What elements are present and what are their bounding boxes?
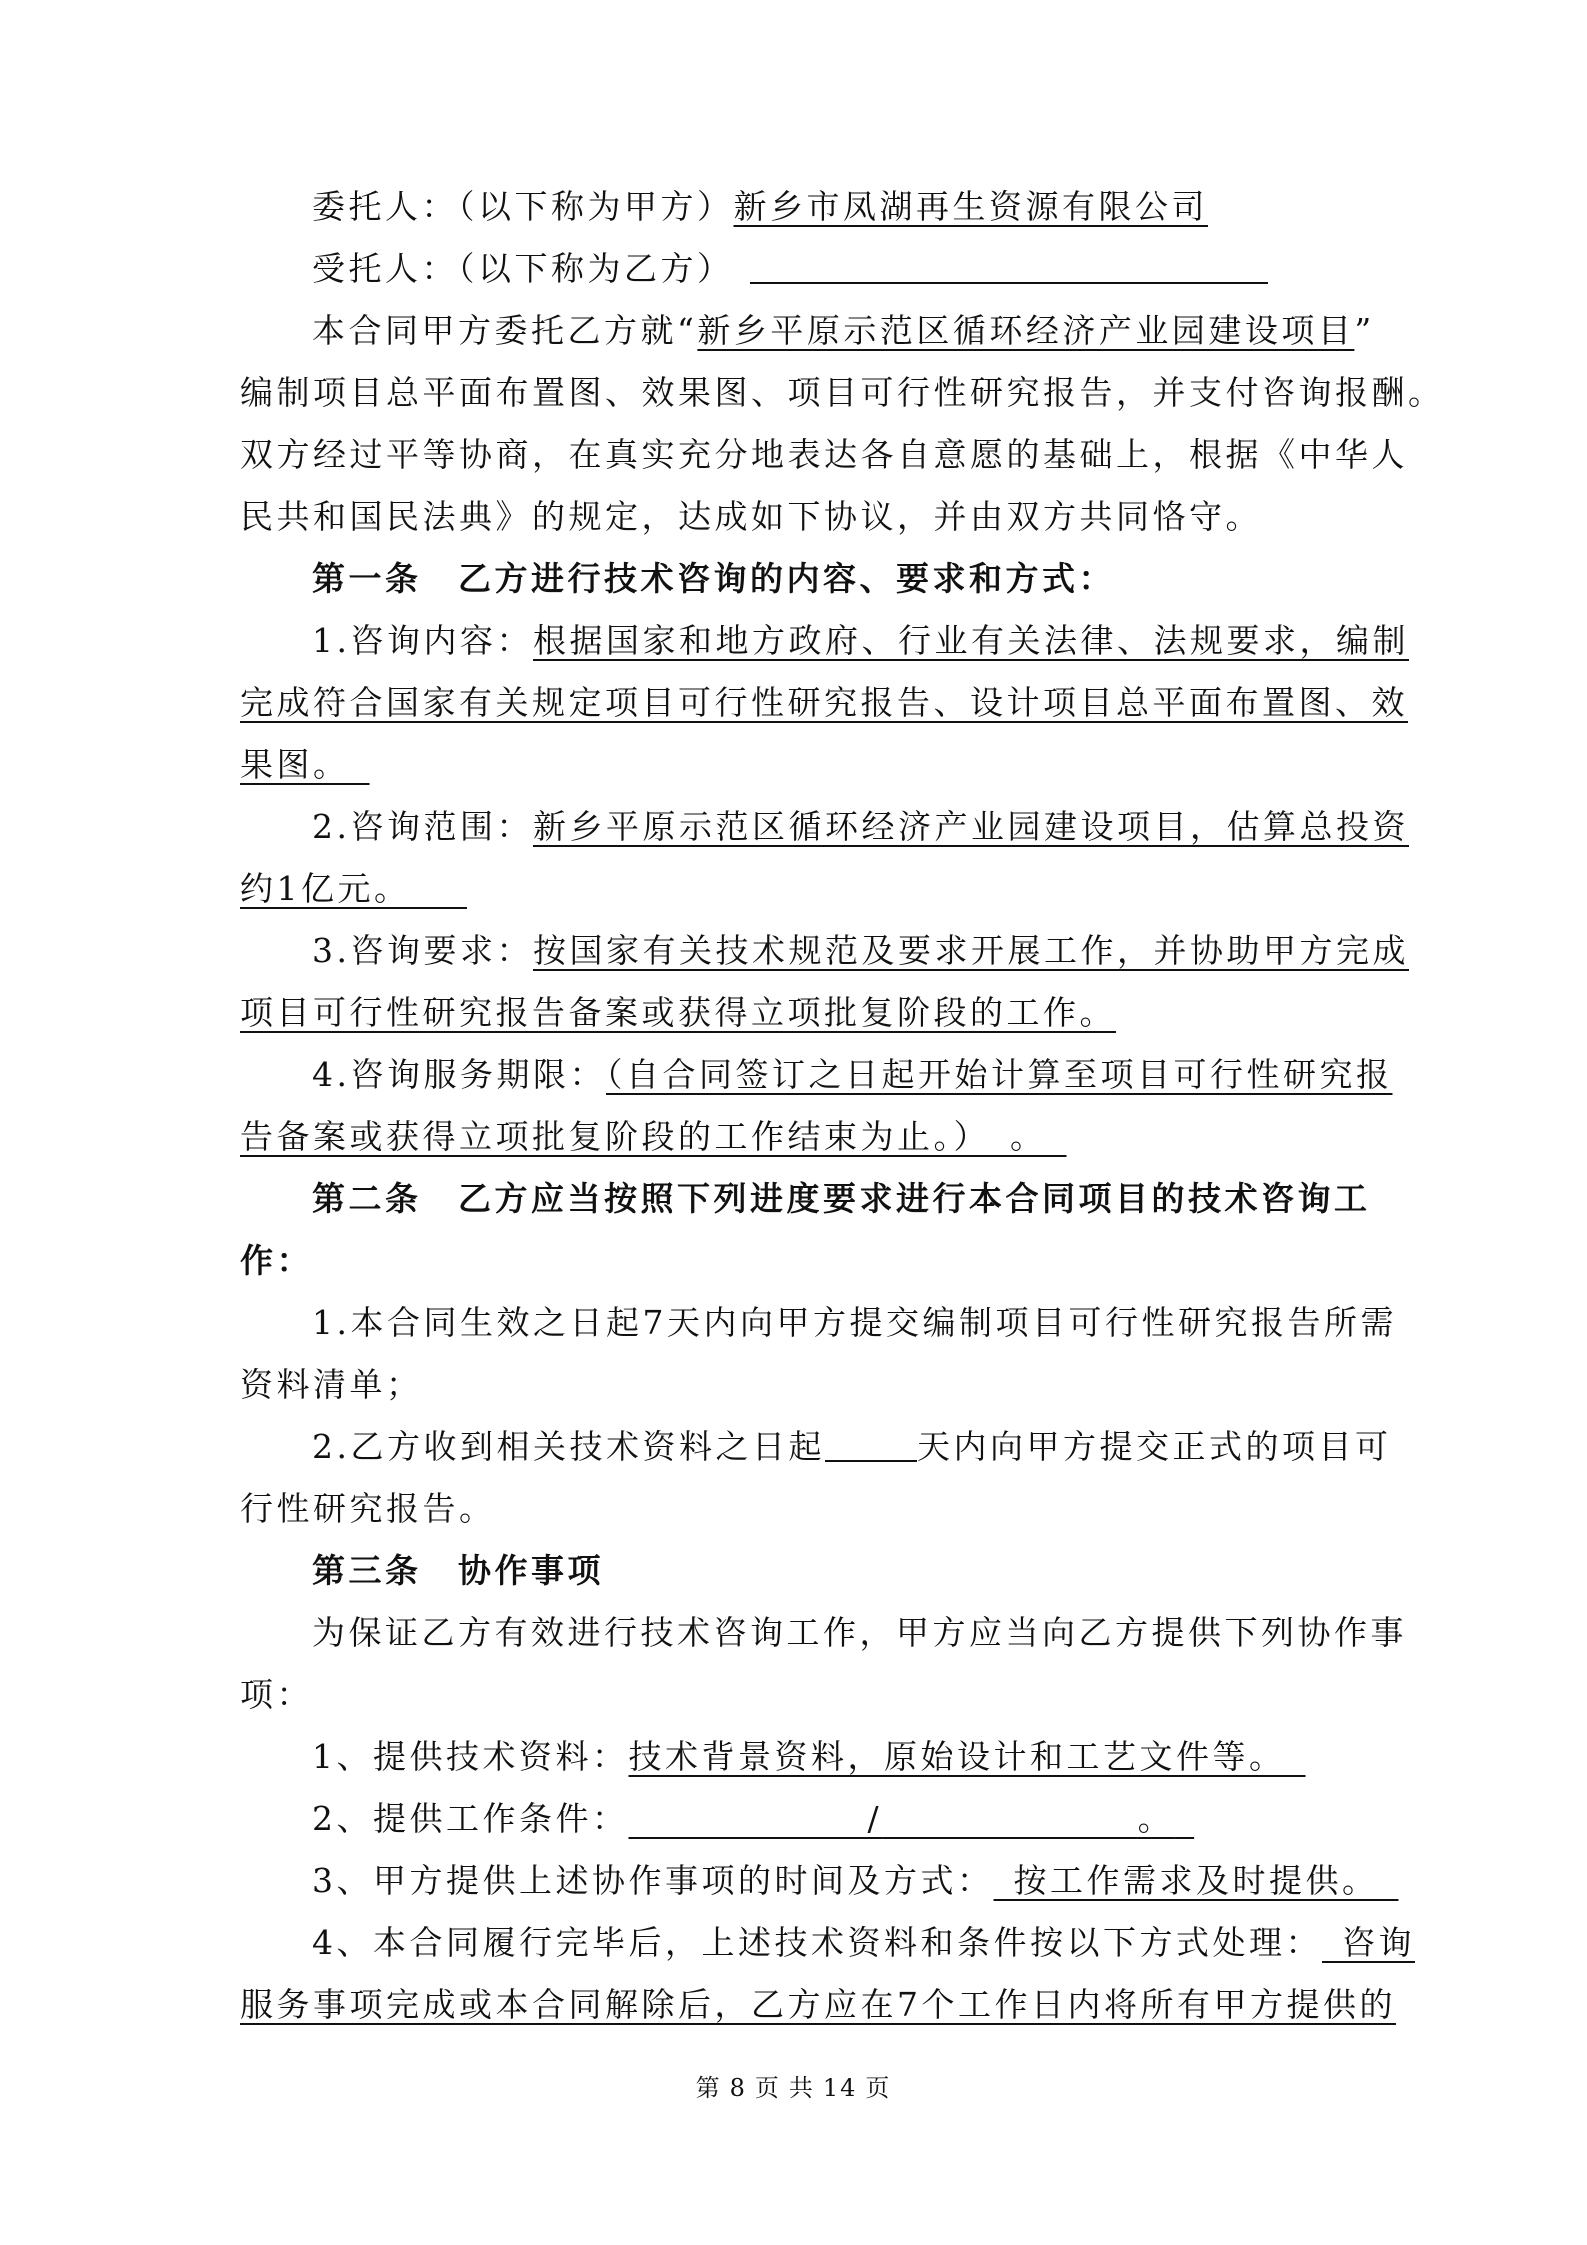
cooperation-4-value-wrap (1322, 1923, 1415, 1962)
days-blank (825, 1420, 917, 1462)
item-3-text: 按国家有关技术规范及要求开展工作，并协助甲方完成 (533, 931, 1409, 970)
item-4-label: 4.咨询服务期限： (312, 1055, 606, 1094)
item-3-line-1 (240, 920, 1409, 982)
cooperation-4-line-1 (240, 1912, 1415, 1974)
progress-2-line-2: 行性研究报告。 (240, 1489, 496, 1528)
progress-2-suffix: 天内向甲方提交正式的项目可 (917, 1427, 1392, 1466)
item-1-text-2: 完成符合国家有关规定项目可行性研究报告、设计项目总平面布置图、效 (240, 683, 1408, 722)
cooperation-3-value-wrap (994, 1861, 1399, 1900)
item-4-line-1 (240, 1044, 1393, 1106)
item-2-text-2: 约1亿元。 (240, 869, 411, 908)
item-4-text-2: 告备案或获得立项批复阶段的工作结束为止。） 。 (240, 1117, 1047, 1156)
client-name: 新乡市凤湖再生资源有限公司 (733, 187, 1208, 226)
progress-2-line-1 (240, 1416, 1392, 1478)
cooperation-4-line-2 (240, 1974, 1396, 2036)
intro-line-3: 双方经过平等协商，在真实充分地表达各自意愿的基础上，根据《中华人 (240, 435, 1408, 474)
item-2-line-1 (240, 796, 1409, 858)
intro-quote-close: ” (1354, 311, 1375, 350)
cooperation-3-value: 按工作需求及时提供。 (1013, 1861, 1379, 1900)
item-1-text-3: 果图。 (240, 745, 350, 784)
item-2-text: 新乡平原示范区循环经济产业园建设项目，估算总投资 (533, 807, 1409, 846)
cooperation-4-value: 咨询 (1342, 1923, 1415, 1962)
item-1-line-3 (240, 734, 1355, 796)
item-3-line-2 (240, 982, 1355, 1044)
article-3-title: 第三条 协作事项 (312, 1551, 604, 1590)
client-label: 委托人：（以下称为甲方） (312, 187, 734, 226)
contractor-label: 受托人：（以下称为乙方） (312, 249, 734, 288)
cooperation-4-label: 4、本合同履行完毕后，上述技术资料和条件按以下方式处理： (312, 1923, 1322, 1962)
article-3-line-2: 项： (240, 1675, 313, 1714)
intro-line-4: 民共和国民法典》的规定，达成如下协议，并由双方共同恪守。 (240, 497, 1262, 536)
contractor-blank (750, 242, 1268, 284)
client-line (240, 176, 1355, 238)
intro-line-2: 编制项目总平面布置图、效果图、项目可行性研究报告，并支付咨询报酬。 (240, 373, 1445, 412)
item-4-line-2 (240, 1106, 1355, 1168)
article-3-line-1: 为保证乙方有效进行技术咨询工作，甲方应当向乙方提供下列协作事 (312, 1613, 1407, 1652)
article-2-title-1: 第二条 乙方应当按照下列进度要求进行本合同项目的技术咨询工 (312, 1179, 1371, 1218)
cooperation-3 (240, 1850, 1379, 1912)
footer-total-number: 14 (822, 2074, 858, 2102)
cooperation-2-end: 。 (1137, 1799, 1175, 1838)
cooperation-2-slash: / (867, 1799, 883, 1838)
intro-project-name: 新乡平原示范区循环经济产业园建设项目 (697, 311, 1355, 350)
progress-2-prefix: 2.乙方收到相关技术资料之日起 (312, 1427, 825, 1466)
cooperation-1-label: 1、提供技术资料： (312, 1737, 629, 1776)
item-2-label: 2.咨询范围： (312, 807, 533, 846)
item-1-text: 根据国家和地方政府、行业有关法律、法规要求，编制 (533, 621, 1409, 660)
item-1-line-2 (240, 672, 1408, 734)
footer-page-label: 第 (695, 2074, 722, 2102)
cooperation-1 (240, 1726, 1355, 1788)
cooperation-2-label: 2、提供工作条件： (312, 1799, 629, 1838)
progress-1-line-1: 1.本合同生效之日起7天内向甲方提交编制项目可行性研究报告所需 (312, 1303, 1397, 1342)
item-3-text-2: 项目可行性研究报告备案或获得立项批复阶段的工作。 (240, 993, 1116, 1032)
intro-line-1 (240, 300, 1375, 362)
cooperation-3-label: 3、甲方提供上述协作事项的时间及方式： (312, 1861, 994, 1900)
contract-page-body (240, 176, 1445, 2036)
item-3-label: 3.咨询要求： (312, 931, 533, 970)
footer-total-unit: 页 (865, 2074, 892, 2102)
intro-prefix: 本合同甲方委托乙方就“ (312, 311, 698, 350)
cooperation-4-text-2: 服务事项完成或本合同解除后，乙方应在7个工作日内将所有甲方提供的 (240, 1985, 1396, 2024)
cooperation-2-value (629, 1799, 1195, 1838)
cooperation-2 (240, 1788, 1355, 1850)
article-1-title: 第一条 乙方进行技术咨询的内容、要求和方式： (312, 559, 1115, 598)
item-4-text: （自合同签订之日起开始计算至项目可行性研究报 (606, 1055, 1393, 1094)
item-1-label: 1.咨询内容： (312, 621, 533, 660)
item-2-line-2 (240, 858, 1355, 920)
footer-total-label: 共 (788, 2074, 815, 2102)
progress-1-line-2: 资料清单； (240, 1365, 423, 1404)
contractor-line (240, 238, 1355, 300)
footer-page-unit: 页 (754, 2074, 781, 2102)
cooperation-1-value: 技术背景资料，原始设计和工艺文件等。 (628, 1737, 1286, 1776)
footer-page-number: 8 (729, 2074, 747, 2102)
article-2-title-2: 作： (240, 1241, 313, 1280)
item-1-line-1 (240, 610, 1409, 672)
page-footer (0, 2068, 1587, 2103)
